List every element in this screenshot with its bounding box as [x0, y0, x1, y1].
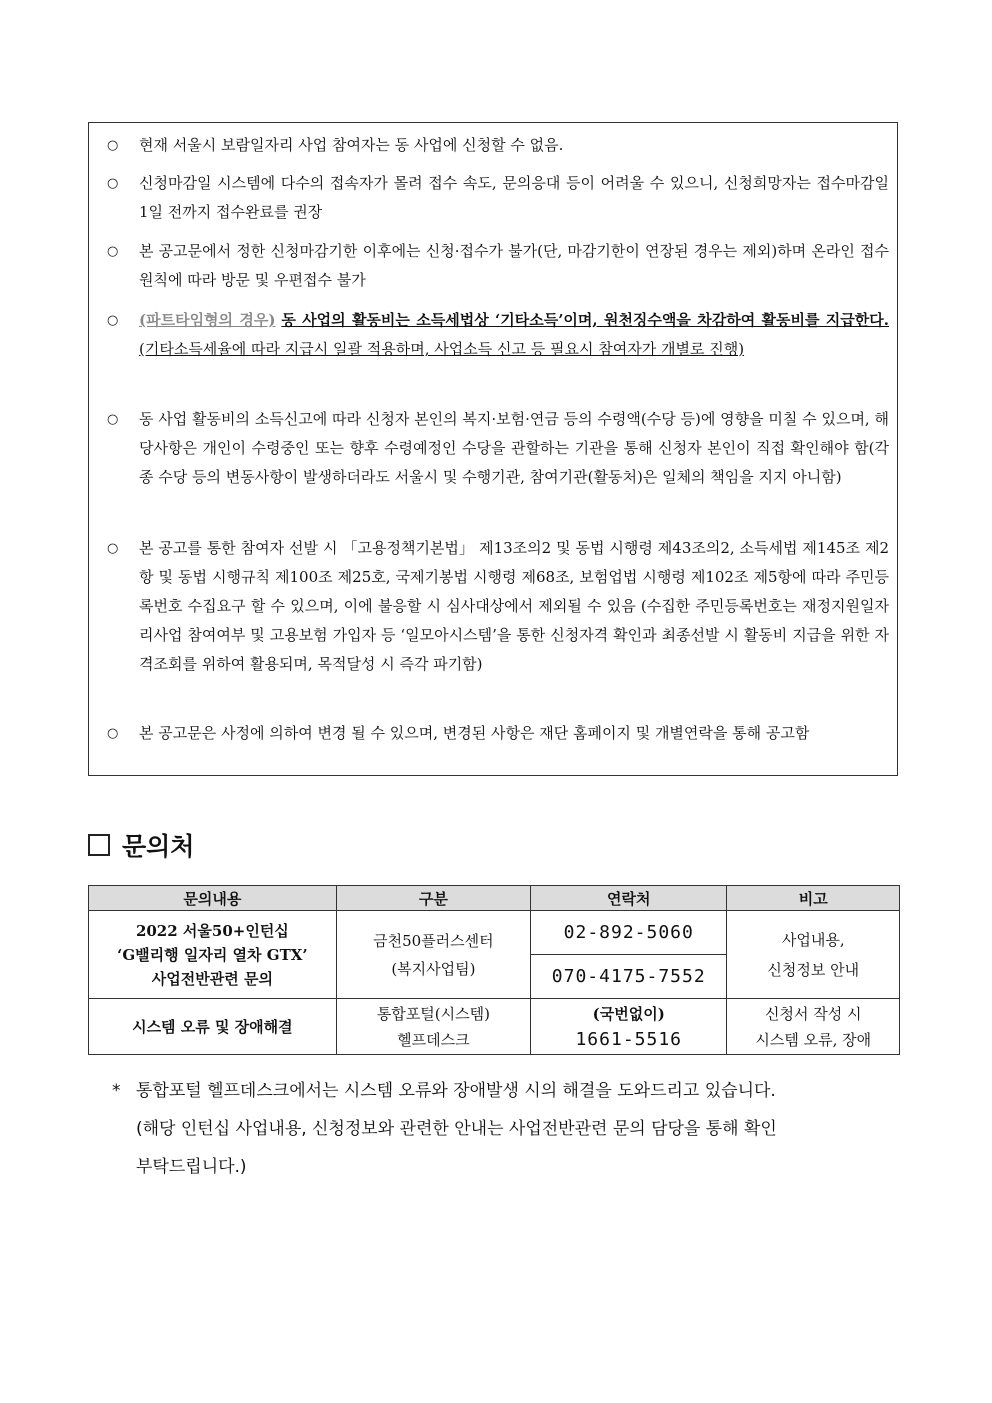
section-title: 문의처 — [122, 832, 195, 861]
header-note: 비고 — [727, 886, 900, 911]
subject-cell: 시스템 오류 및 장애해결 — [89, 999, 337, 1055]
subject-line: ‘G밸리행 일자리 열차 GTX’ — [117, 945, 308, 964]
notice-item-7 — [107, 719, 889, 748]
note-cell — [727, 911, 900, 999]
bullet-icon: ○ — [107, 726, 119, 741]
footnote-line: 부탁드립니다.) — [136, 1157, 247, 1177]
note-line: 사업내용, — [781, 930, 845, 949]
table-row — [89, 999, 900, 1055]
note-line: 신청정보 안내 — [767, 960, 860, 979]
division-line: (복지사업팀) — [391, 959, 476, 978]
bullet-icon: ○ — [107, 541, 119, 556]
bullet-icon: ○ — [107, 176, 119, 191]
parttime-label: (파트타임형의 경우) — [139, 311, 276, 329]
contact-table — [88, 885, 900, 1055]
subject-line: 사업전반관련 문의 — [151, 969, 273, 988]
note-cell — [727, 999, 900, 1055]
header-contact: 연락처 — [531, 886, 727, 911]
note-line: 시스템 오류, 장애 — [755, 1030, 872, 1049]
footnote — [112, 1072, 912, 1186]
notice-item-5 — [107, 405, 889, 492]
activity-fee-statement: 동 사업의 활동비는 소득세법상 ‘기타소득’이며, 원천징수액을 차감하여 활동비를 지급한다. — [281, 311, 889, 329]
header-division: 구분 — [336, 886, 530, 911]
tax-note: (기타소득세율에 따라 지급시 일괄 적용하며, 사업소득 신고 등 필요시 참여자가 개별로 진행) — [139, 340, 745, 358]
footnote-line: 통합포털 헬프데스크에서는 시스템 오류와 장애발생 시의 해결을 도와드리고 있습니다. — [136, 1081, 776, 1101]
notice-item-3 — [107, 237, 889, 295]
bullet-icon: ○ — [107, 313, 119, 328]
notice-box — [88, 122, 898, 776]
table-header-row — [89, 886, 900, 911]
notice-text — [107, 306, 889, 364]
notice-text: 본 공고를 통한 참여자 선발 시 「고용정책기본법」 제13조의2 및 동법 시행령 제43조의2, 소득세법 제145조 제2항 및 동법 시행규칙 제100조 제25호, 국제기봉법 시행령 제68조, 보험업법 시행령 제102조 제5항에 따라 주민등록번호 수집요구 할 수 있으며, 이에 불응할 시 심사대상에서 제외될 수 있음 (수집한 주민등록번호는 재정지원일자리사업 참여여부 및 고용보험 가입자 등 ‘일모아시스템’을 통한 신청자격 확인과 최종선발 시 활동비 지급을 위한 자격조회를 위하여 활용되며, 목적달성 시 즉각 파기함) — [139, 539, 889, 673]
bullet-icon: ○ — [107, 244, 119, 259]
notice-text: 신청마감일 시스템에 다수의 접속자가 몰려 접수 속도, 문의응대 등이 어려울 수 있으니, 신청희망자는 접수마감일 1일 전까지 접수완료를 권장 — [139, 174, 889, 221]
footnote-line: (해당 인턴십 사업내용, 신청정보와 관련한 안내는 사업전반관련 문의 담당을 통해 확인 — [136, 1119, 777, 1139]
header-subject: 문의내용 — [89, 886, 337, 911]
notice-item-2 — [107, 169, 889, 227]
note-line: 신청서 작성 시 — [764, 1004, 862, 1023]
subject-cell — [89, 911, 337, 999]
bullet-icon: ○ — [107, 138, 119, 153]
notice-text: 동 사업 활동비의 소득신고에 따라 신청자 본인의 복지·보험·연금 등의 수령액(수당 등)에 영향을 미칠 수 있으며, 해당사항은 개인이 수령중인 또는 향후 수령예정인 수당을 관할하는 기관을 통해 신청자 본인이 직접 확인해야 함(각종 수당 등의 변동사항이 발생하더라도 서울시 및 수행기관, 참여기관(활동처)은 일체의 책임을 지지 아니함) — [139, 410, 889, 486]
notice-text: 본 공고문은 사정에 의하여 변경 될 수 있으며, 변경된 사항은 재단 홈페이지 및 개별연락을 통해 공고함 — [139, 724, 810, 742]
division-line: 금천50플러스센터 — [373, 931, 494, 950]
subject-line: 2022 서울50+인턴십 — [135, 921, 289, 940]
notice-text: 현재 서울시 보람일자리 사업 참여자는 동 사업에 신청할 수 없음. — [139, 136, 564, 154]
bullet-icon: ○ — [107, 412, 119, 427]
division-cell — [336, 911, 530, 999]
division-line: 통합포털(시스템) — [376, 1004, 490, 1023]
notice-item-1 — [107, 131, 889, 160]
notice-item-6 — [107, 534, 889, 679]
phone-number[interactable]: 02-892-5060 — [531, 911, 727, 955]
phone-number[interactable]: 070-4175-7552 — [531, 955, 727, 999]
asterisk-icon: * — [112, 1081, 121, 1101]
notice-text: 본 공고문에서 정한 신청마감기한 이후에는 신청·접수가 불가(단, 마감기한이 연장된 경우는 제외)하며 온라인 접수 원칙에 따라 방문 및 우편접수 불가 — [139, 242, 889, 289]
division-cell — [336, 999, 530, 1055]
phone-number[interactable]: 1661-5516 — [575, 1028, 683, 1050]
contact-section-header — [88, 828, 194, 862]
contact-cell — [531, 999, 727, 1055]
notice-item-4 — [107, 306, 889, 364]
phone-prefix: (국번없이) — [592, 1004, 665, 1023]
checkbox-icon — [88, 834, 110, 856]
table-row — [89, 911, 900, 955]
division-line: 헬프데스크 — [397, 1030, 470, 1049]
